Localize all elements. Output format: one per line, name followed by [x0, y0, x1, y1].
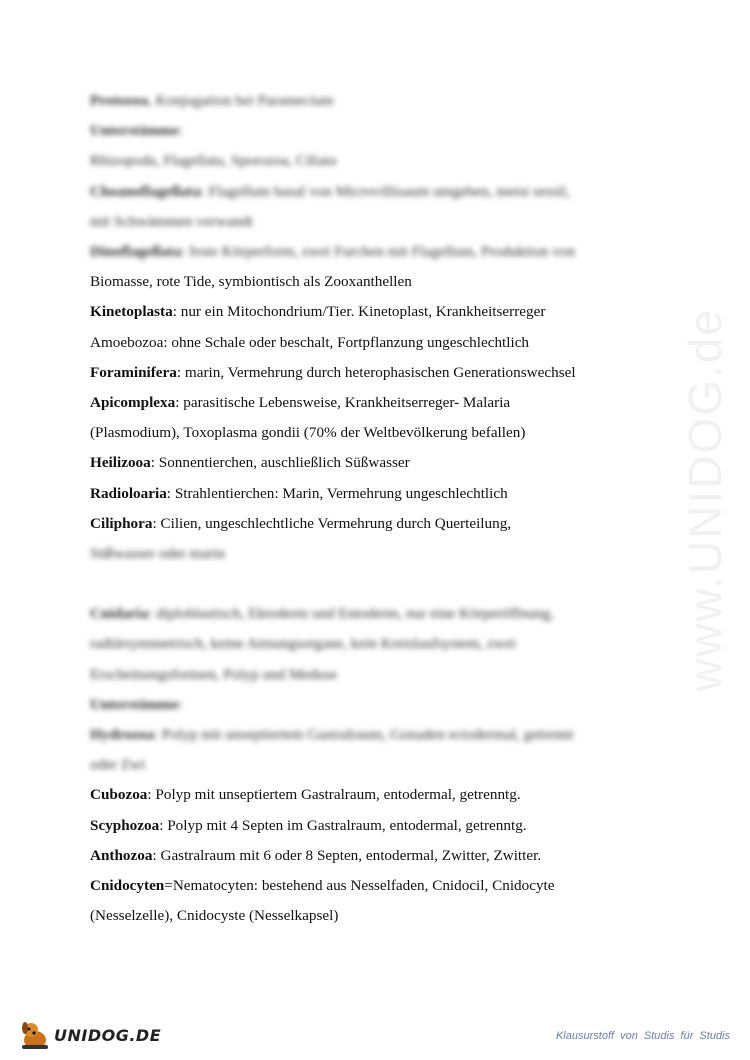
line-text: : Sonnentierchen, auschließlich Süßwasser: [150, 454, 410, 472]
text-line: [90, 841, 660, 871]
term-label: Foraminifera: [90, 363, 177, 381]
blurred-text-line: [90, 146, 660, 176]
text-line: [90, 811, 660, 841]
line-text: : Polyp mit 4 Septen im Gastralraum, entodermal, getrenntg.: [159, 816, 527, 834]
text-line: [90, 267, 660, 297]
term-label: Scyphozoa: [90, 816, 160, 834]
term-label: Kinetoplasta: [90, 303, 173, 321]
blurred-text-line: [90, 660, 660, 690]
line-text: Rhizopoda, Flagellata, Sporozoa, Ciliata: [90, 152, 337, 170]
line-text: radiärsymmetrisch, keine Atmungsorgane, kein Kreislaufsystem, zwei: [90, 635, 516, 653]
text-line: [90, 901, 660, 931]
line-text: Amoebozoa: ohne Schale oder beschalt, Fortpflanzung ungeschlechtlich: [90, 333, 530, 351]
term-label: Unterstämme: [90, 122, 179, 140]
term-label: Cnidocyten: [90, 877, 165, 895]
line-text: oder Zwi: [90, 756, 146, 774]
document-body: [90, 86, 660, 931]
line-text: : Cilien, ungeschlechtliche Vermehrung durch Querteilung,: [152, 514, 512, 532]
line-text: (Nesselzelle), Cnidocyste (Nesselkapsel): [90, 907, 339, 925]
term-label: Choanoflagellata: [90, 182, 201, 200]
line-text: :: [178, 695, 183, 713]
line-text: , Konjugation bei Paramecium: [147, 92, 334, 109]
term-label: Dinoflagellata: [90, 243, 182, 261]
term-label: Hydrozoa: [90, 726, 154, 744]
term-label: Ciliphora: [90, 514, 153, 532]
blurred-text-line: [90, 750, 660, 780]
term-label: Apicomplexa: [90, 394, 176, 412]
line-text: : Flagellum basal von Microvillisaum umgeben, meist sessil,: [200, 182, 570, 200]
text-line: [90, 871, 660, 901]
term-label: Cubozoa: [90, 786, 148, 804]
line-text: Erscheinungsformen, Polyp und Meduse: [90, 665, 338, 683]
text-line: [90, 358, 660, 388]
term-label: Unterstämme: [90, 695, 179, 713]
blurred-text-line: [90, 86, 660, 116]
blurred-text-line: [90, 720, 660, 750]
footer-tagline: Klausurstoff von Studis für Studis: [555, 1030, 730, 1042]
logo-text: UNIDOG.DE: [54, 1025, 162, 1045]
line-text: : feste Körperform, zwei Furchen mit Flagellum, Produktion von: [181, 243, 576, 261]
text-line: [90, 328, 660, 358]
text-line: [90, 509, 660, 539]
blurred-text-line: [90, 177, 660, 207]
line-text: : Strahlentierchen: Marin, Vermehrung ungeschlechtlich: [166, 484, 508, 502]
term-label: Radioloaria: [90, 484, 167, 502]
blurred-text-line: [90, 116, 660, 146]
text-line: [90, 448, 660, 478]
term-label: Anthozoa: [90, 846, 153, 864]
text-line: [90, 388, 660, 418]
text-line: [90, 418, 660, 448]
text-line: [90, 479, 660, 509]
blurred-text-line: [90, 237, 660, 267]
blurred-text-line: [90, 629, 660, 659]
line-text: : Polyp mit unseptiertem Gastralraum, Gonaden ectodermal, getrennt: [153, 726, 574, 744]
watermark: www.UNIDOG.de: [679, 308, 731, 692]
line-text: : marin, Vermehrung durch heterophasischen Generationswechsel: [176, 363, 576, 381]
line-text: : diploblastisch, Ektoderm und Entoderm, nur eine Körperöffnung,: [148, 605, 554, 623]
blurred-text-line: [90, 539, 660, 569]
footer-logo[interactable]: [18, 1018, 161, 1052]
text-line: [90, 780, 660, 810]
line-text: Süßwasser oder marin: [90, 545, 225, 563]
term-label: Heilizooa: [90, 454, 151, 472]
line-text: mit Schwämmen verwandt: [90, 212, 253, 230]
line-text: :: [178, 122, 183, 140]
line-text: : Gastralraum mit 6 oder 8 Septen, entodermal, Zwitter, Zwitter.: [152, 846, 542, 864]
line-text: =Nematocyten: bestehend aus Nesselfaden, Cnidocil, Cnidocyte: [164, 877, 555, 895]
line-text: : nur ein Mitochondrium/Tier. Kinetoplast, Krankheitserreger: [172, 303, 546, 321]
dog-logo-icon: [18, 1018, 52, 1052]
blurred-text-line: [90, 690, 660, 720]
term-label: Protozoa: [90, 92, 148, 109]
line-text: (Plasmodium), Toxoplasma gondii (70% der Weltbevölkerung befallen): [90, 424, 526, 442]
line-text: : parasitische Lebensweise, Krankheitserreger- Malaria: [175, 394, 511, 412]
line-text: Biomasse, rote Tide, symbiontisch als Zooxanthellen: [90, 273, 412, 291]
paragraph-gap: [90, 569, 660, 599]
line-text: : Polyp mit unseptiertem Gastralraum, entodermal, getrenntg.: [147, 786, 521, 804]
blurred-text-line: [90, 599, 660, 629]
blurred-text-line: [90, 207, 660, 237]
text-line: [90, 297, 660, 327]
term-label: Cnidaria: [90, 605, 149, 623]
